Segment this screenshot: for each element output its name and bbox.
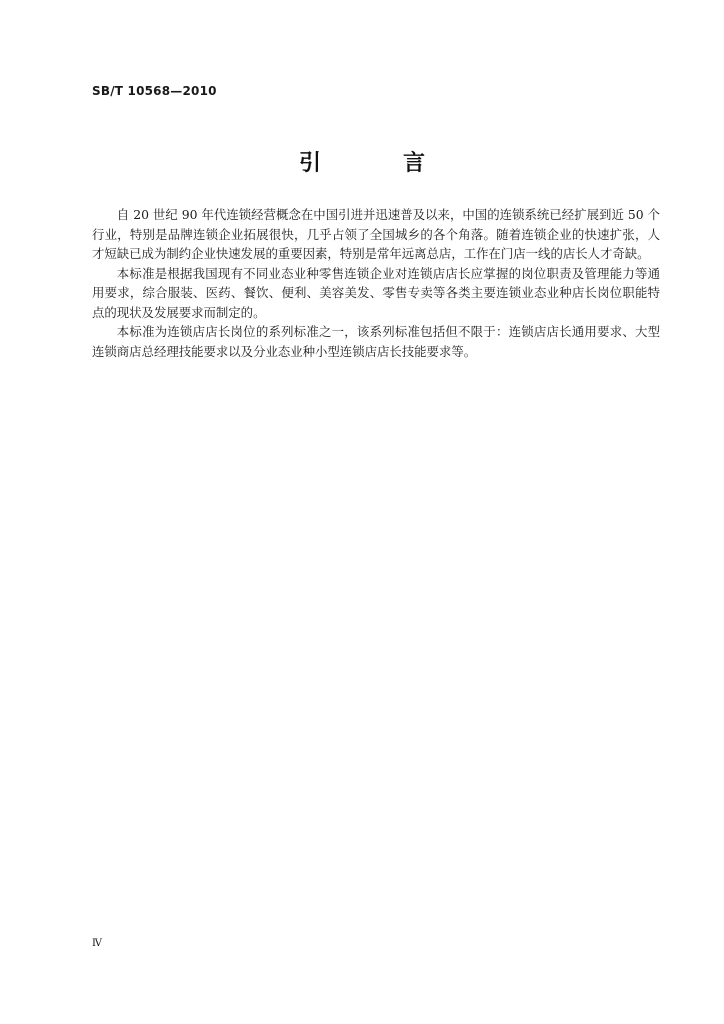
- paragraph-2: 本标准是根据我国现有不同业态业种零售连锁企业对连锁店店长应掌握的岗位职责及管理能力等通用要求，综合服装、医药、餐饮、便利、美容美发、零售专卖等各类主要连锁业态业种店长岗位职能特点的现状及发展要求而制定的。: [92, 265, 660, 320]
- section-title: 引 言: [298, 151, 455, 176]
- body-text: [92, 205, 660, 361]
- page-number: Ⅳ: [92, 938, 102, 949]
- paragraph-1: 自 20 世纪 90 年代连锁经营概念在中国引进并迅速普及以来，中国的连锁系统已经扩展到近 50 个行业，特别是品牌连锁企业拓展很快，几乎占领了全国城乡的各个角落。随着连锁企业的快速扩张，人才短缺已成为制约企业快速发展的重要因素，特别是常年远离总店，工作在门店一线的店长人才奇缺。: [92, 207, 660, 261]
- paragraph-3: 本标准为连锁店店长岗位的系列标准之一，该系列标准包括但不限于：连锁店店长通用要求、大型连锁商店总经理技能要求以及分业态业种小型连锁店店长技能要求等。: [92, 324, 660, 359]
- standard-code-header: SB/T 10568—2010: [92, 84, 217, 98]
